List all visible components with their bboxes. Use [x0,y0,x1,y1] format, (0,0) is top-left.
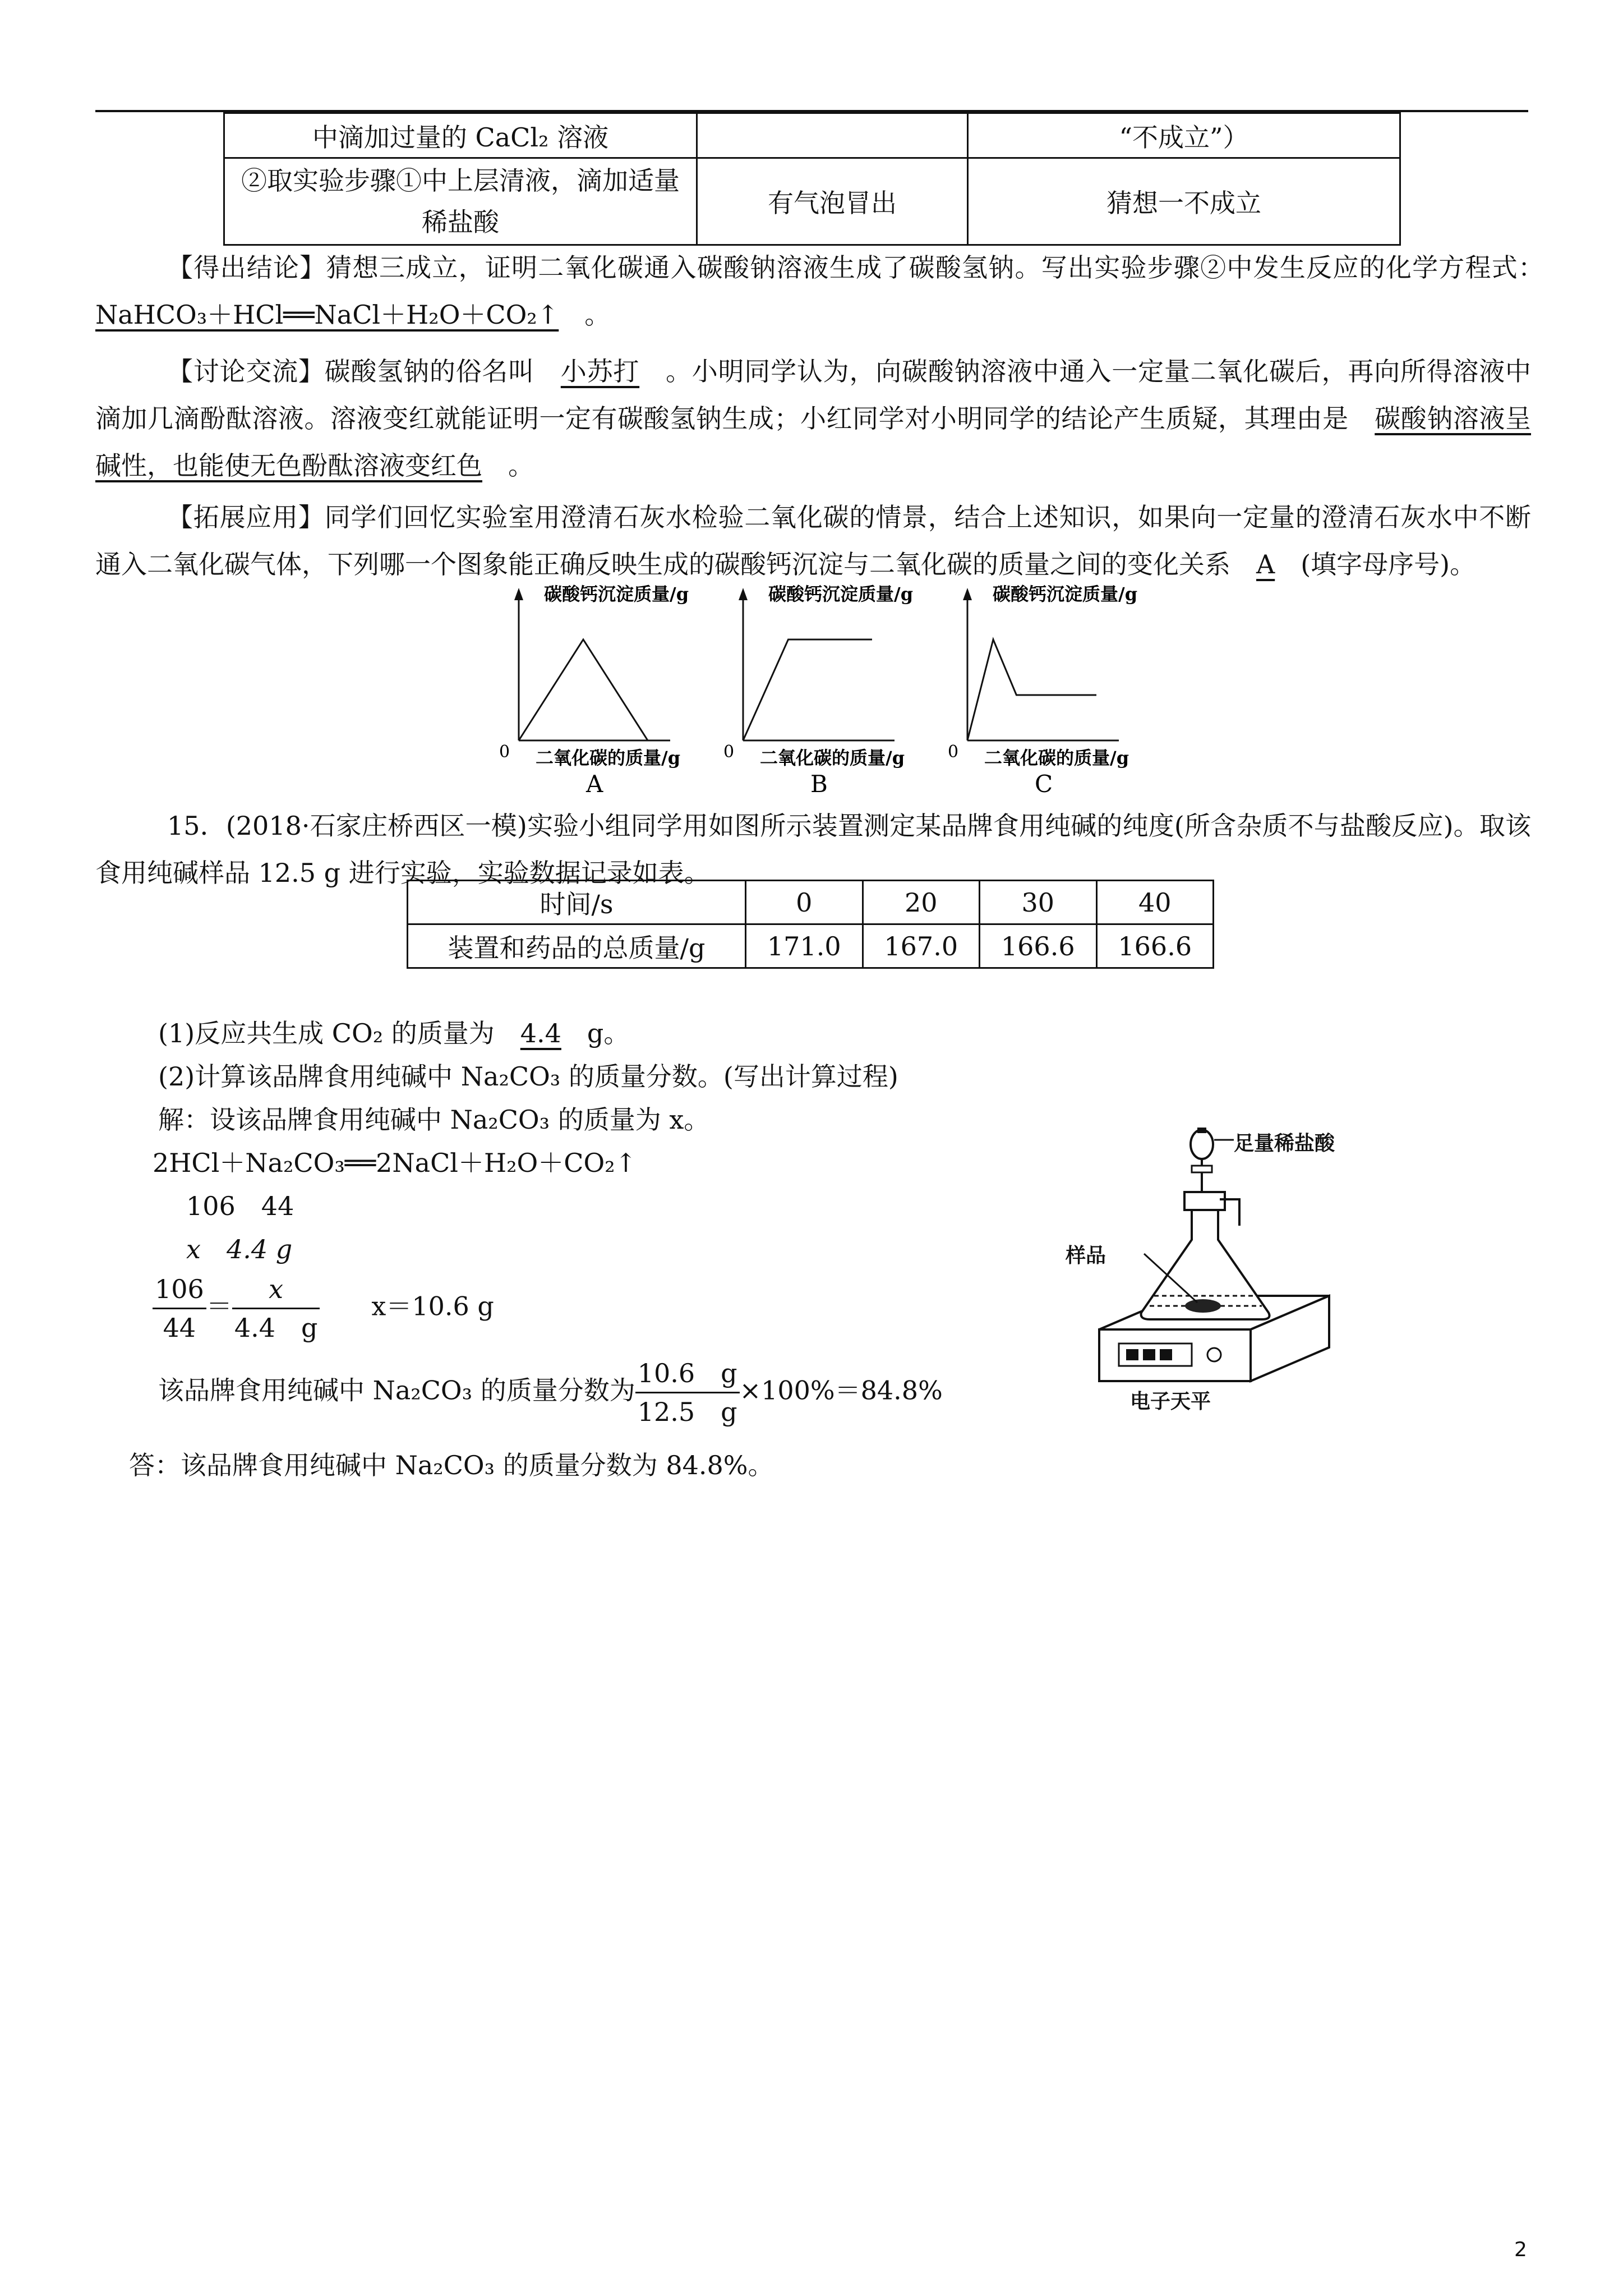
discussion-tag: 【讨论交流】 [167,356,325,386]
charts-svg [494,583,1178,808]
extension-text: 同学们回忆实验室用澄清石灰水检验二氧化碳的情景，结合上述知识，如果向一定量的澄清石灰水中不断通入二氧化碳气体，下列哪一个图象能正确反映生成的碳酸钙沉淀与二氧化碳的质量之间的变化关系 [95,502,1532,579]
discussion-text2: 。小明同学认为，向碳酸钠溶液中通入一定量二氧化碳后，再向所得溶液中滴加几滴酚酞溶液。溶液变红就能证明一定有碳酸氢钠生成；小红同学对小明同学的结论产生质疑，其理由是 [95,356,1532,434]
q15-pct-num: 10.6 g [635,1355,740,1393]
series-line-C [967,639,1096,740]
discussion-answer1: 小苏打 [560,356,640,386]
x-axis-label-C: 二氧化碳的质量/g [984,747,1129,769]
top-table-r1-c3: “不成立”） [968,113,1400,158]
conclusion-tag: 【得出结论】 [167,252,326,283]
chart-B [723,583,913,798]
q15-frac2 [232,1271,320,1346]
extension-end: (填字母序号)。 [1301,549,1476,579]
discussion-paragraph [95,348,1531,489]
q15-part2: (2)计算该品牌食用纯碱中 Na₂CO₃ 的质量分数。(写出计算过程) [158,1061,898,1092]
q15-table [407,880,1214,969]
origin-label-B: 0 [723,742,735,762]
conclusion-paragraph [95,244,1531,338]
x-axis-label-A: 二氧化碳的质量/g [536,747,681,769]
q15-solution-line1: 解：设该品牌食用纯碱中 Na₂CO₃ 的质量为 x。 [158,1105,710,1135]
q15-table-header-time: 时间/s [408,881,746,924]
extension-answer: A [1256,549,1275,579]
q15-table-time-1: 20 [863,881,980,924]
q15-intro: 15．(2018·石家庄桥西区一模)实验小组同学用如图所示装置测定某品牌食用纯碱的纯度(所含杂质不与盐酸反应)。取该食用纯碱样品 12.5 g 进行实验，实验数据记录如表。 [95,811,1531,888]
chart-letter-A: A [586,770,603,798]
apparatus-figure [1066,1128,1380,1419]
q15-answer-line: 答：该品牌食用纯碱中 Na₂CO₃ 的质量分数为 84.8%。 [129,1450,774,1480]
balance-label: 电子天平 [1130,1389,1211,1413]
chart-title-A: 碳酸钙沉淀质量/g [544,583,689,605]
chart-title-B: 碳酸钙沉淀质量/g [768,583,914,605]
discussion-end: 。 [508,450,534,481]
page-number: 2 [1514,2238,1527,2261]
discussion-text1: 碳酸氢钠的俗名叫 [324,356,534,386]
conclusion-end: 。 [584,300,611,330]
q15-table-mass-0: 171.0 [746,924,863,968]
charts-row [494,583,1178,808]
q15-table-time-3: 40 [1096,881,1214,924]
q15-pct-text: 该品牌食用纯碱中 Na₂CO₃ 的质量分数为 [158,1375,635,1406]
y-axis-arrow-C [963,588,972,600]
q15-pct-den: 12.5 g [637,1397,737,1427]
q15-part1 [158,1010,629,1057]
q15-ratio-row1: 106 44 [186,1191,294,1221]
q15-frac2-den: 4.4 g [234,1313,318,1343]
q15-equation: 2HCl＋Na₂CO₃══2NaCl＋H₂O＋CO₂↑ [153,1148,637,1178]
chart-letter-C: C [1035,770,1053,798]
q15-table-mass-1: 167.0 [863,924,980,968]
q15-part1-answer: 4.4 [520,1018,561,1048]
q15-pct-frac [635,1355,740,1430]
q15-frac1-den: 44 [163,1313,196,1343]
q15-table-mass-2: 166.6 [980,924,1097,968]
chart-C [948,583,1137,798]
q15-part1-text: (1)反应共生成 CO₂ 的质量为 [158,1018,495,1048]
top-table-r1-c1: 中滴加过量的 CaCl₂ 溶液 [224,113,697,158]
q15-percentage [158,1355,943,1430]
extension-paragraph [95,494,1531,588]
chart-letter-B: B [810,770,828,798]
extension-tag: 【拓展应用】 [167,502,325,532]
origin-label-A: 0 [499,742,510,762]
y-axis-arrow-A [514,588,523,600]
series-line-A [519,639,648,740]
chart-A [499,583,689,798]
x-axis-label-B: 二氧化碳的质量/g [760,747,905,769]
q15-frac1-num: 106 [153,1271,206,1309]
apparatus-svg [1066,1128,1380,1419]
q15-table-header-mass: 装置和药品的总质量/g [408,924,746,968]
top-table-r2-c2: 有气泡冒出 [697,158,968,245]
top-table-r1-c2 [697,113,968,158]
top-table [223,112,1401,246]
q15-ratio-row2: x 4.4 g [186,1234,293,1264]
q15-pct-result: ×100%＝84.8% [739,1375,943,1406]
conclusion-text: 猜想三成立，证明二氧化碳通入碳酸钠溶液生成了碳酸氢钠。写出实验步骤②中发生反应的化学方程式： [326,252,1532,283]
q15-frac2-num: x [232,1271,320,1309]
q15-table-time-2: 30 [980,881,1097,924]
q15-x-result: x＝10.6 g [371,1291,494,1322]
top-table-r2-c1: ②取实验步骤①中上层清液，滴加适量稀盐酸 [224,158,697,245]
top-table-r2-c3: 猜想一不成立 [968,158,1400,245]
origin-label-C: 0 [948,742,959,762]
conical-flask [1141,1128,1270,1319]
discussion-answer2: 碳酸钠溶液呈碱性，也能使无色酚酞溶液变红色 [95,403,1532,481]
acid-label: 足量稀盐酸 [1234,1131,1335,1155]
q15-frac1 [153,1271,206,1346]
q15-proportion [153,1271,494,1346]
conclusion-answer: NaHCO₃＋HCl══NaCl＋H₂O＋CO₂↑ [95,300,559,330]
q15-table-time-0: 0 [746,881,863,924]
q15-part1-unit: g。 [587,1018,630,1048]
series-line-B [743,639,872,740]
q15-eq-sign: ＝ [206,1291,232,1322]
chart-title-C: 碳酸钙沉淀质量/g [993,583,1138,605]
sample-label: 样品 [1066,1244,1106,1267]
q15-table-mass-3: 166.6 [1096,924,1214,968]
y-axis-arrow-B [739,588,748,600]
